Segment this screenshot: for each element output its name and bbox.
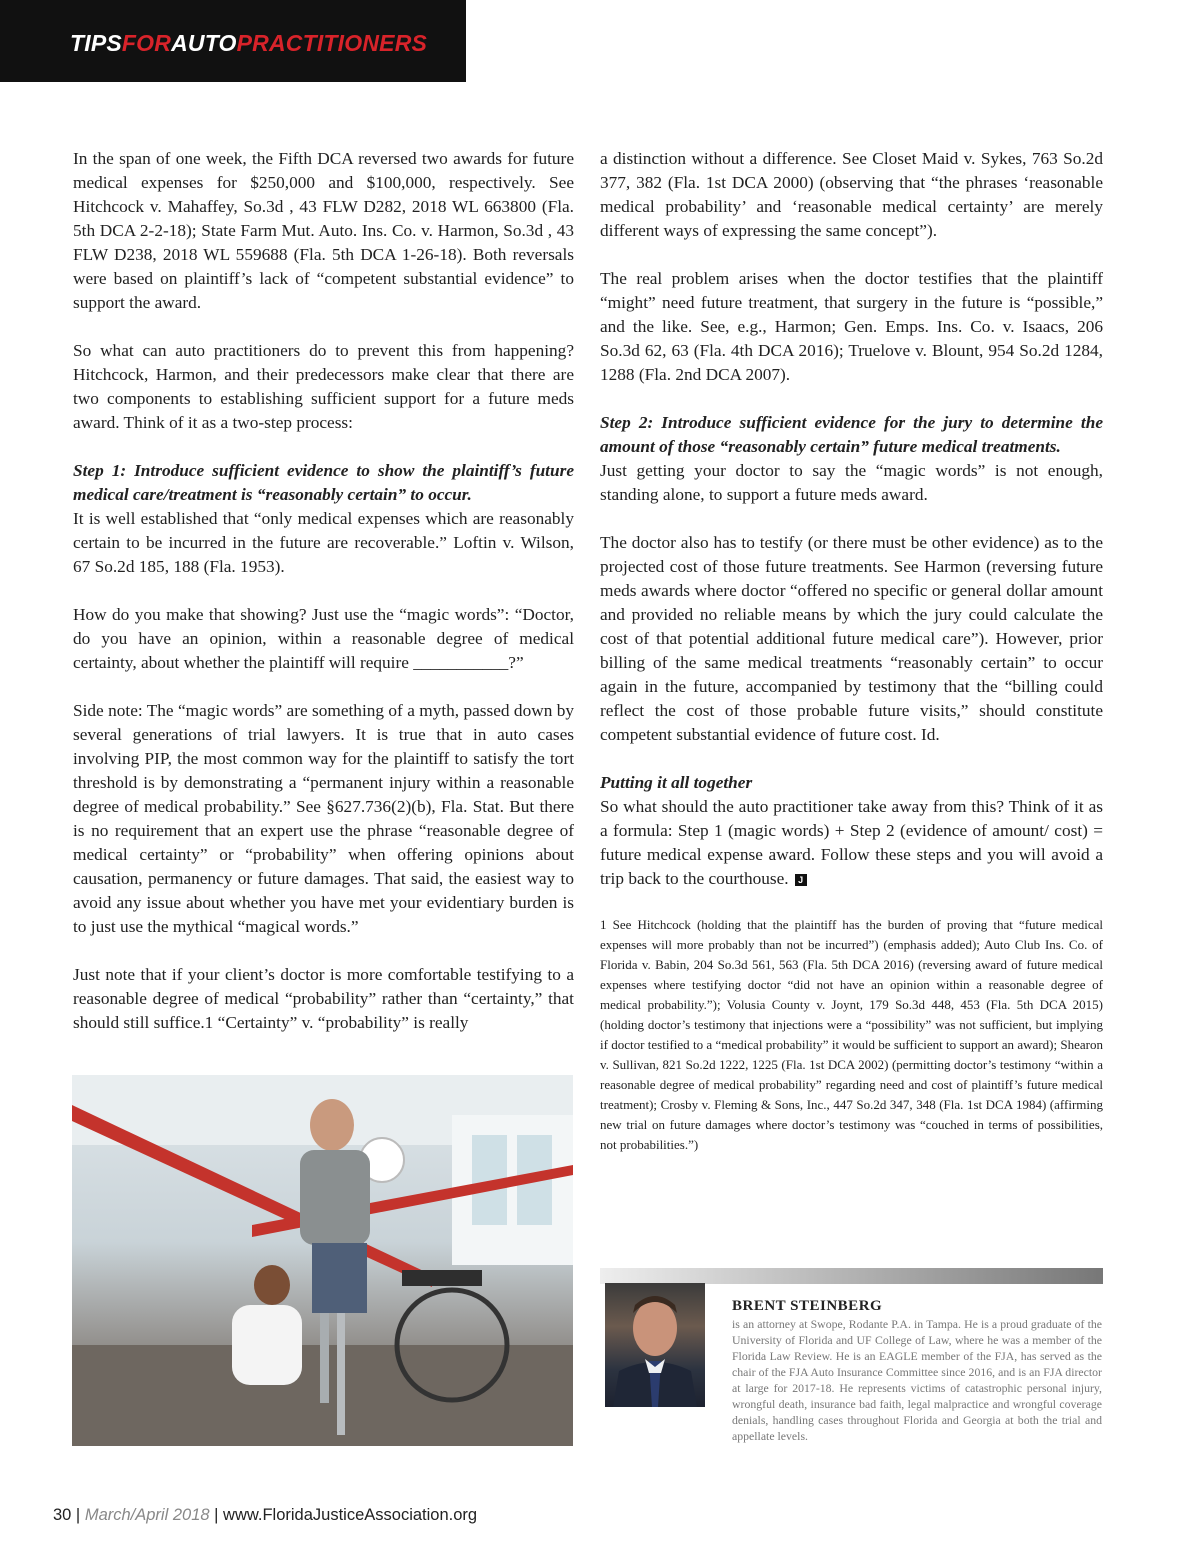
step1-heading: Step 1: Introduce sufficient evidence to show the plaintiff’s future medical care/treatment is “reasonably certain” to occur. <box>73 461 574 504</box>
page-number: 30 | <box>53 1506 81 1524</box>
paragraph: The doctor also has to testify (or there must be other evidence) as to the projected cost of those future treatments. See Harmon (reversing future meds awards where doctor “offered no specific or general dollar amount and provided no reliable means by which the jury could calculate the cost of that potential additional future medical care”). However, prior billing of the same medical treatments “reasonably certain” to occur again in the future, accompanied by testimony that the “billing could reflect the cost of those probable future visits,” should constitute competent substantial evidence of future cost. Id. <box>600 533 1103 744</box>
footer-separator: | <box>214 1506 219 1524</box>
title-for: FOR <box>121 30 172 56</box>
paragraph: Just note that if your client’s doctor is more comfortable testifying to a reasonable degree of medical “probability” rather than “certainty,” that should still suffice.1 “Certainty” v. “probability” is really <box>73 965 574 1032</box>
paragraph: Just getting your doctor to say the “magic words” is not enough, standing alone, to support a future meds award. <box>600 461 1103 504</box>
paragraph: How do you make that showing? Just use the “magic words”: “Doctor, do you have an opinion, within a reasonable degree of medical certainty, about whether the plaintiff will require ___________?” <box>73 605 574 672</box>
paragraph: The real problem arises when the doctor testifies that the plaintiff “might” need future treatment, that surgery in the future is “possible,” and the like. See, e.g., Harmon; Gen. Emps. Ins. Co. v. Isaacs, 206 So.3d 62, 63 (Fla. 4th DCA 2016); Truelove v. Blount, 954 So.2d 1284, 1288 (Fla. 2nd DCA 2007). <box>600 269 1103 384</box>
step2-heading: Step 2: Introduce sufficient evidence for the jury to determine the amount of those “reasonably certain” future medical treatments. <box>600 413 1103 456</box>
title-auto: AUTO <box>171 30 237 56</box>
closing-text: So what should the auto practitioner take away from this? Think of it as a formula: Step 1 (magic words) + Step 2 (evidence of amount/ cost) = future medical expense award. Follow these steps and you will avoid a trip back to the courthouse. <box>600 797 1103 888</box>
page-footer <box>53 1506 477 1525</box>
section-header <box>0 0 466 82</box>
issue-date: March/April 2018 <box>84 1506 210 1524</box>
author-bio <box>732 1296 1102 1444</box>
footnote: 1 See Hitchcock (holding that the plaintiff has the burden of proving that “future medical expenses will more probably than not be incurred”) (emphasis added); Auto Club Ins. Co. of Florida v. Babin, 204 So.3d 561, 563 (Fla. 5th DCA 2016) (reversing award of future medical expenses where testifying doctor “did not have an opinion within a reasonable degree of medical probability.”); Volusia County v. Joynt, 179 So.3d 448, 453 (Fla. 5th DCA 2015) (holding doctor’s testimony that injections were a “possibility” was not sufficient, but implying if doctor testified to a “medical probability” it would be sufficient to support an award); Shearon v. Sullivan, 821 So.2d 1222, 1225 (Fla. 1st DCA 2002) (permitting doctor’s testimony “within a reasonable degree of medical probability” regarding need and cost of plaintiff’s future medical treatment); Crosby v. Fleming & Sons, Inc., 447 So.2d 347, 348 (Fla. 1st DCA 1984) (affirming new trial on future damages where doctor’s testimony was “couched in terms of possibilities, not probabilities.”) <box>600 917 1103 1152</box>
author-portrait <box>605 1283 705 1407</box>
right-column <box>600 147 1103 1155</box>
title-tips: TIPS <box>70 30 122 56</box>
rehab-photo <box>72 1075 573 1446</box>
paragraph: So what can auto practitioners do to prevent this from happening? Hitchcock, Harmon, and their predecessors make clear that there are two components to establishing sufficient support for a future meds award. Think of it as a two-step process: <box>73 341 574 432</box>
end-mark-icon: J <box>795 874 807 886</box>
author-bio-text: is an attorney at Swope, Rodante P.A. in Tampa. He is a proud graduate of the University of Florida and UF College of Law, where he was a member of the Florida Law Review. He is an EAGLE member of the FJA, has served as the chair of the FJA Auto Insurance Committee since 2016, and is an FJA director at large for 2017-18. He represents victims of catastrophic personal injury, wrongful death, insurance bad faith, legal malpractice and wrongful coverage denials, handling cases throughout Florida and Georgia at both the trial and appellate levels. <box>732 1317 1102 1443</box>
physical-therapy-image <box>72 1075 573 1446</box>
paragraph <box>600 795 1103 891</box>
together-heading: Putting it all together <box>600 773 753 792</box>
author-avatar <box>605 1283 705 1407</box>
side-note: Side note: The “magic words” are something of a myth, passed down by several generations of trial lawyers. It is true that in auto cases involving PIP, the most common way for the plaintiff to satisfy the tort threshold is by demonstrating a “permanent injury within a reasonable degree of medical probability.” See §627.736(2)(b), Fla. Stat. But there is no requirement that an expert use the phrase “reasonable degree of medical certainty” or “probability” when offering opinions about causation, permanency or future damages. That said, the easiest way to avoid any issue about whether you have met your evidentiary burden is to just use the mythical “magical words.” <box>73 701 574 936</box>
left-column <box>73 147 574 1059</box>
section-title <box>70 30 427 57</box>
author-name: BRENT STEINBERG <box>732 1298 883 1314</box>
bio-band <box>600 1268 1103 1284</box>
paragraph: a distinction without a difference. See Closet Maid v. Sykes, 763 So.2d 377, 382 (Fla. 1st DCA 2000) (observing that “the phrases ‘reasonable medical probability’ and ‘reasonable medical certainty’ are merely different ways of expressing the same concept”). <box>600 149 1103 240</box>
paragraph: It is well established that “only medical expenses which are reasonably certain to be incurred in the future are recoverable.” Loftin v. Wilson, 67 So.2d 185, 188 (Fla. 1953). <box>73 509 574 576</box>
title-practitioners: PRACTITIONERS <box>236 30 428 56</box>
website-link: www.FloridaJusticeAssociation.org <box>223 1506 478 1524</box>
paragraph: In the span of one week, the Fifth DCA reversed two awards for future medical expenses for $250,000 and $100,000, respectively. See Hitchcock v. Mahaffey, So.3d , 43 FLW D282, 2018 WL 663800 (Fla. 5th DCA 2-2-18); State Farm Mut. Auto. Ins. Co. v. Harmon, So.3d , 43 FLW D238, 2018 WL 559688 (Fla. 5th DCA 1-26-18). Both reversals were based on plaintiff’s lack of “competent substantial evidence” to support the award. <box>73 149 574 312</box>
